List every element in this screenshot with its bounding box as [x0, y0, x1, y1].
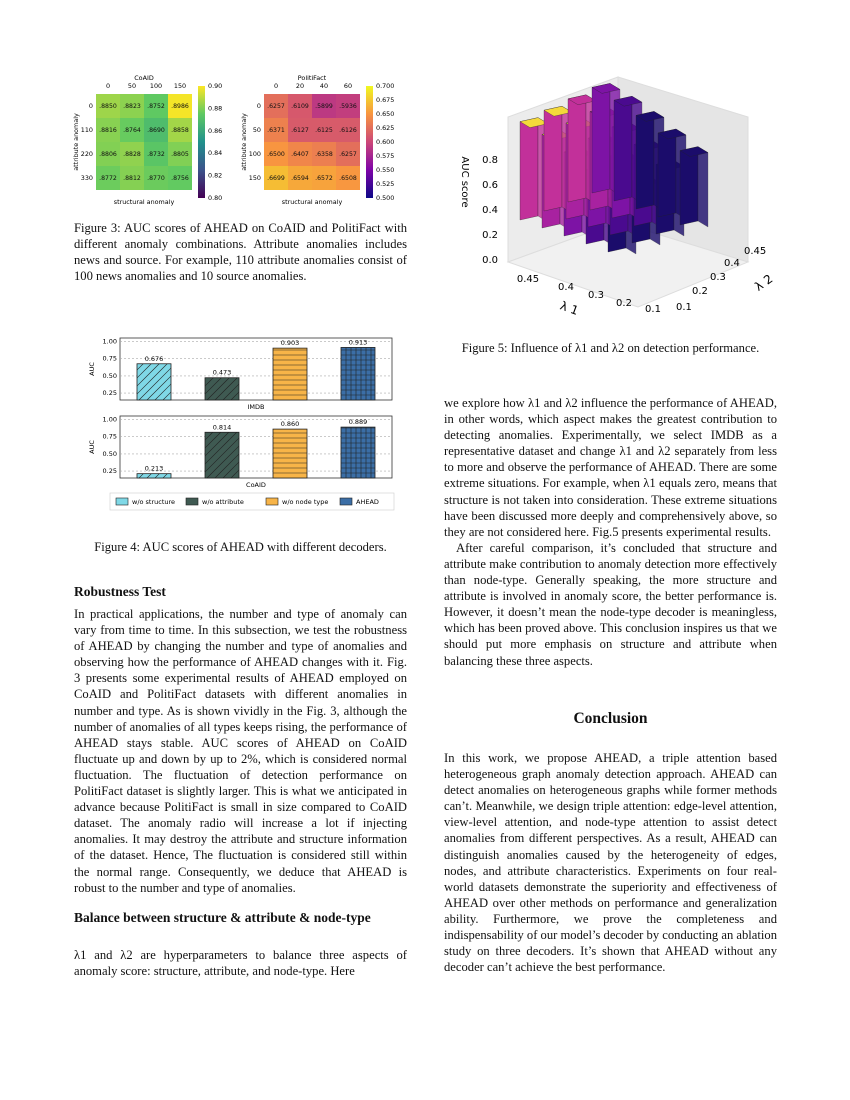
bar — [273, 348, 307, 400]
z-tick: 0.8 — [482, 155, 498, 166]
bar-value-label: 0.860 — [280, 420, 300, 429]
robustness-paragraph — [74, 606, 407, 896]
z-tick: 0.6 — [482, 180, 498, 191]
heatmap-cell-label: .8764 — [123, 127, 141, 135]
z-tick: 0.0 — [482, 255, 498, 266]
colorbar-tick: 0.80 — [208, 194, 223, 202]
heatmap-cell-label: .8806 — [99, 151, 117, 159]
legend-label: w/o structure — [132, 498, 176, 506]
y-tick: 1.00 — [102, 415, 117, 424]
legend-swatch — [186, 498, 198, 505]
lambda2-label: λ 2 — [752, 271, 776, 294]
colorbar-tick: 0.650 — [376, 110, 395, 118]
heatmap-y-tick: 110 — [80, 126, 93, 134]
colorbar-tick: 0.575 — [376, 152, 395, 160]
heatmap-y-tick: 0 — [256, 102, 261, 110]
heatmap-cell-label: .8858 — [171, 127, 189, 135]
heatmap-cell-label: .8805 — [171, 151, 189, 159]
heatmap-xlabel: structural anomaly — [113, 198, 175, 206]
heatmap-x-tick: 0 — [273, 82, 279, 90]
heatmap-y-tick: 220 — [80, 150, 93, 158]
bar3d-side — [592, 83, 610, 193]
figure-3-heatmaps — [70, 72, 420, 212]
figure-4-bar-charts — [80, 330, 400, 515]
heatmap-title: CoAID — [134, 74, 154, 82]
heatmap-cell-label: .8772 — [99, 175, 117, 183]
colorbar-tick: 0.84 — [208, 149, 223, 158]
heatmap-cell-label: .8732 — [147, 151, 165, 159]
heatmap-cell-label: .8986 — [171, 103, 189, 111]
y-axis-label: AUC — [88, 440, 96, 454]
heatmap-y-tick: 100 — [248, 150, 261, 158]
heatmap-cell-label: .8816 — [99, 127, 117, 135]
lambda1-tick: 0.3 — [588, 290, 604, 301]
bar-chart-coaid — [80, 415, 392, 489]
heatmap-title: PolitiFact — [297, 74, 327, 82]
heatmap-cell-label: .6500 — [267, 151, 285, 159]
heatmap-cell-label: .5936 — [339, 103, 357, 111]
x-axis-title: IMDB — [247, 403, 265, 411]
colorbar-tick: 0.88 — [208, 104, 223, 113]
heatmap-cell-label: .6126 — [339, 127, 357, 135]
bar-value-label: 0.913 — [348, 338, 368, 347]
heatmap-cell-label: .8850 — [99, 103, 117, 111]
lambda2-tick: 0.4 — [724, 258, 740, 269]
y-tick: 0.50 — [102, 371, 117, 380]
right-paragraph-2: After careful comparison, it’s concluded that structure and attribute make contribution to anomaly detection more effectively than node-type. Generally speaking, the more structure and attribute is involved in anomaly score, the better performance is. However, it doesn’t mean the node-type decoder is meaningless, which has been proved above. This conclusion inspires us that we should put more emphasis on structure and attribute when balancing these three aspects. — [444, 540, 777, 668]
heatmap-cell-label: .6127 — [291, 127, 309, 135]
lambda1-label: λ 1 — [558, 298, 581, 318]
figure-5-caption: Figure 5: Influence of λ1 and λ2 on detection performance. — [461, 341, 760, 355]
balance-paragraph — [74, 947, 407, 979]
y-axis-label: AUC — [88, 362, 96, 376]
balance-text: λ1 and λ2 are hyperparameters to balance three aspects of anomaly score: structure, attribute, and node-type. Here — [74, 948, 407, 979]
heatmap-x-tick: 0 — [105, 82, 111, 90]
bar-value-label: 0.676 — [144, 354, 164, 363]
lambda2-tick: 0.2 — [692, 286, 708, 297]
figure-5-3d-bars — [448, 72, 788, 334]
bar3d-side — [614, 96, 632, 201]
y-tick: 0.75 — [102, 432, 117, 441]
colorbar-tick: 0.675 — [376, 96, 395, 104]
bar3d-side — [520, 118, 538, 220]
y-tick: 0.50 — [102, 449, 117, 458]
heatmap-cell-label: .6371 — [267, 127, 285, 135]
lambda1-tick: 0.45 — [516, 274, 540, 285]
heatmap-cell-label: .8812 — [123, 175, 141, 183]
heatmap-cell-label: .6125 — [315, 127, 333, 135]
bar-legend — [110, 493, 394, 510]
heatmap-cell-label: .8828 — [123, 151, 141, 159]
bar3d-face — [698, 147, 708, 227]
heatmap-x-tick: 100 — [149, 82, 163, 90]
heatmap-cell-label: .8823 — [123, 103, 141, 111]
heatmap-cell-label: .6699 — [267, 175, 285, 183]
bar — [273, 429, 307, 478]
heatmap-ylabel: attribute anomaly — [240, 113, 248, 171]
heatmap-y-tick: 50 — [252, 126, 261, 134]
colorbar-tick: 0.700 — [376, 82, 395, 90]
bar-value-label: 0.814 — [212, 423, 232, 432]
heatmap-cell-label: .8756 — [171, 175, 189, 183]
colorbar-tick: 0.625 — [376, 124, 395, 132]
bar3d-chart — [459, 77, 775, 318]
bar-value-label: 0.889 — [348, 418, 368, 427]
heatmap-ylabel: attribute anomaly — [72, 113, 80, 171]
lambda1-tick: 0.2 — [616, 298, 632, 309]
lambda1-tick: 0.1 — [645, 304, 661, 315]
bar-value-label: 0.213 — [144, 464, 164, 473]
y-tick: 0.75 — [102, 354, 117, 363]
conclusion-text: In this work, we propose AHEAD, a triple attention based heterogeneous graph anomaly detection approach. AHEAD can detect anomalies on heterogeneous graphs while former methods can’t. Meanwhile, we design triple attention: edge-level attention, view-level attention, and node-type attention to assist detect anomalies from different perspectives. As a result, AHEAD can distinguish anomalies caused by the heterogeneity of edges, nodes, and attribute characteristics. Experiments on four real-world datasets demonstrate the superiority and effectiveness of AHEAD over other methods on performance and generalization ability. Furthermore, we prove the completeness and indispensability of our model’s decoder by conducting an ablation study on three decoders. It’s shown that AHEAD without any decoder can’t achieve the best performance. — [444, 751, 777, 975]
bar3d-side — [568, 95, 586, 202]
conclusion-paragraph — [444, 750, 777, 975]
heatmap-y-tick: 330 — [80, 174, 93, 182]
heatmap-x-tick: 50 — [127, 82, 137, 90]
z-tick: 0.4 — [482, 205, 498, 216]
lambda2-tick: 0.1 — [676, 302, 692, 313]
colorbar-tick: 0.86 — [208, 126, 223, 135]
colorbar-tick: 0.82 — [208, 171, 223, 180]
heatmap-y-tick: 150 — [248, 174, 261, 182]
heatmap-cell-label: .5899 — [315, 103, 333, 111]
legend-swatch — [340, 498, 352, 505]
heatmap-cell-label: .6358 — [315, 151, 333, 159]
legend-label: w/o attribute — [202, 498, 244, 506]
balance-heading: Balance between structure & attribute & node-type — [74, 910, 371, 925]
robustness-text: In practical applications, the number and type of anomaly can vary from time to time. In this subsection, we test the robustness of AHEAD by changing the number and type of anomalies and observing how the performance of AHEAD changes with it. Fig. 3 presents some experimental results of AHEAD employed on CoAID and PolitiFact datasets with different anomalies in number and type. As is shown vividly in the Fig. 3, although the number of anomalies of all types keeps rising, the performance of AHEAD stays stable. AUC scores of AHEAD on CoAID fluctuate up and down by up to 2%, which is considered normal fluctuation. The fluctuation of detection performance on PolitiFact dataset is slightly larger. This is what we anticipated in advance because PolitiFact is small in size compared to CoAID dataset. The anomaly radio will increase a lot if injecting anomalies. It may destroy the attribute and structure information of the dataset. Hence, The fluctuation is considered still within the normal range. Consequently, we deduce that AHEAD is robust to the number and type of anomalies. — [74, 607, 407, 895]
heatmap-coaid — [72, 74, 222, 206]
right-paragraph-1: we explore how λ1 and λ2 influence the performance of AHEAD, in other words, which aspect makes the greatest contribution to detecting anomalies. Experimentally, we select IMDB as a representative dataset and change λ1 and λ2 separately from less to more and observe the performance of AHEAD. There are some extreme situations. For example, when λ1 equals zero, means that structure is not taken into consideration. These extreme situations have been discussed more deeply and comprehensively above, so they are not considered here. Fig.5 presents experimental results. — [444, 396, 777, 539]
legend-swatch — [116, 498, 128, 505]
figure-4-caption: Figure 4: AUC scores of AHEAD with different decoders. — [94, 540, 387, 554]
colorbar — [198, 86, 205, 198]
lambda2-tick: 0.45 — [744, 246, 767, 257]
heatmap-xlabel: structural anomaly — [281, 198, 343, 206]
heatmap-cell-label: .6572 — [315, 175, 333, 183]
x-axis-title: CoAID — [246, 481, 266, 489]
colorbar-tick: 0.500 — [376, 194, 395, 202]
y-tick: 0.25 — [102, 467, 117, 476]
heatmap-cell-label: .8690 — [147, 127, 165, 135]
z-tick: 0.2 — [482, 230, 498, 241]
z-axis-label: AUC score — [459, 156, 470, 208]
y-tick: 1.00 — [102, 337, 117, 346]
bar — [137, 474, 171, 478]
colorbar-tick: 0.525 — [376, 180, 395, 188]
colorbar-tick: 0.90 — [208, 82, 223, 90]
legend-label: AHEAD — [356, 498, 379, 506]
lambda1-tick: 0.4 — [558, 282, 574, 293]
right-paragraphs — [444, 395, 777, 669]
heatmap-cell-label: .6257 — [339, 151, 357, 159]
bar3d-side — [658, 129, 676, 217]
bar3d-side — [636, 111, 654, 209]
heatmap-cell-label: .8752 — [147, 103, 165, 111]
robustness-heading: Robustness Test — [74, 584, 166, 599]
colorbar-tick: 0.600 — [376, 138, 395, 146]
heatmap-cell-label: .8770 — [147, 175, 165, 183]
heatmap-cell-label: .6109 — [291, 103, 309, 111]
heatmap-x-tick: 60 — [343, 82, 353, 90]
bar-chart-imdb — [80, 337, 392, 411]
figure-3-caption: Figure 3: AUC scores of AHEAD on CoAID and PolitiFact with different anomaly combinations. Attribute anomalies includes news and source. For example, 110 attribute anomalies consist of 100 news anomalies and 10 source anomalies. — [74, 221, 407, 284]
lambda2-tick: 0.3 — [710, 272, 726, 283]
heatmap-cell-label: .6257 — [267, 103, 285, 111]
heatmap-politifact — [240, 74, 394, 206]
bar-value-label: 0.903 — [280, 339, 300, 348]
heatmap-x-tick: 20 — [295, 82, 305, 90]
legend-swatch — [266, 498, 278, 505]
heatmap-cell-label: .6508 — [339, 175, 357, 183]
heatmap-x-tick: 40 — [319, 82, 329, 90]
legend-label: w/o node type — [282, 498, 329, 506]
conclusion-heading: Conclusion — [573, 710, 648, 727]
heatmap-cell-label: .6407 — [291, 151, 309, 159]
bar-value-label: 0.473 — [212, 368, 232, 377]
bar3d-side — [680, 147, 698, 225]
colorbar-tick: 0.550 — [376, 166, 395, 174]
heatmap-cell-label: .6594 — [291, 175, 309, 183]
colorbar — [366, 86, 373, 198]
y-tick: 0.25 — [102, 389, 117, 398]
bar3d-side — [544, 106, 562, 211]
heatmap-y-tick: 0 — [88, 102, 93, 110]
heatmap-x-tick: 150 — [173, 82, 187, 90]
